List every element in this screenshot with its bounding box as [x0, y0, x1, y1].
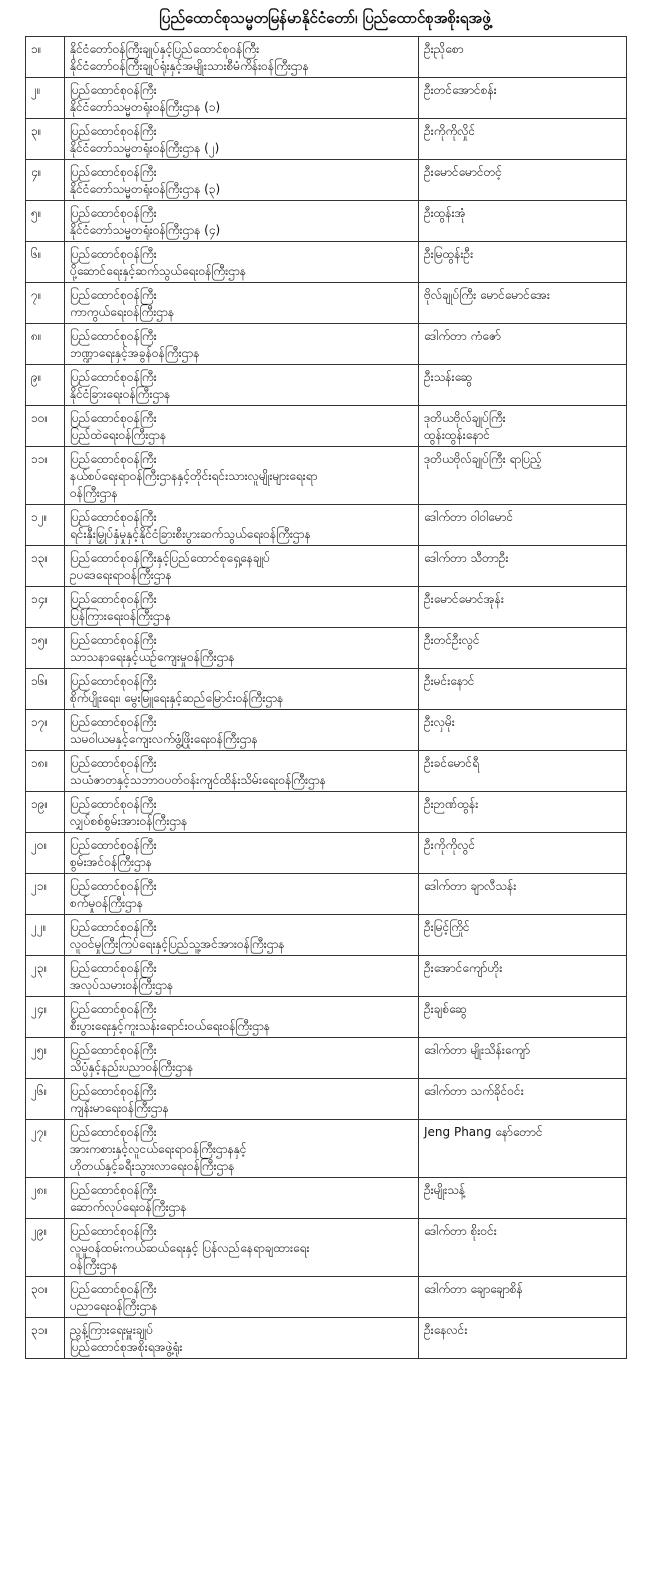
position-cell — [65, 874, 419, 915]
minister-name-cell — [419, 628, 627, 669]
minister-name-cell — [419, 365, 627, 406]
minister-name: ဦးကိုကိုလွင် — [424, 838, 476, 852]
row-number: ၁၉။ — [26, 792, 65, 833]
position-line: ပြည်ထောင်စုဝန်ကြီး — [70, 633, 157, 647]
row-number: ၁၂။ — [26, 505, 65, 546]
table-row — [26, 201, 627, 242]
position-line: စိုက်ပျိုးရေး၊ မွေးမြူရေးနှင့်ဆည်မြောင်းဝန်ကြီးဌာန — [70, 691, 284, 705]
minister-name-cell — [419, 324, 627, 365]
minister-name: ဦးသန်းဆွေ — [424, 370, 473, 384]
position-cell — [65, 242, 419, 283]
minister-name-cell — [419, 1277, 627, 1318]
row-number: ၇။ — [26, 283, 65, 324]
position-line: အလုပ်သမားဝန်ကြီးဌာန — [70, 978, 174, 992]
table-row — [26, 1120, 627, 1178]
row-number: ၁။ — [26, 37, 65, 78]
position-line: ပညာရေးဝန်ကြီးဌာန — [70, 1299, 158, 1313]
position-line: နိုင်ငံတော်ဝန်ကြီးချုပ်နှင့်ပြည်ထောင်စုဝန်ကြီး — [70, 42, 260, 56]
position-cell — [65, 915, 419, 956]
position-line: ပြန်ကြားရေးဝန်ကြီးဌာန — [70, 609, 171, 623]
table-row — [26, 628, 627, 669]
position-cell — [65, 710, 419, 751]
position-line: ပြည်ထောင်စုဝန်ကြီး — [70, 329, 157, 343]
minister-name-cell — [419, 447, 627, 505]
row-number: ၂၉။ — [26, 1219, 65, 1277]
position-cell — [65, 324, 419, 365]
table-row — [26, 710, 627, 751]
row-number: ၉။ — [26, 365, 65, 406]
table-row — [26, 406, 627, 447]
position-cell — [65, 1079, 419, 1120]
position-line: ပြည်ထောင်စုဝန်ကြီး — [70, 510, 157, 524]
position-cell — [65, 447, 419, 505]
cabinet-table — [25, 36, 627, 1359]
minister-name: ဒေါက်တာ ကံဇော် — [424, 329, 501, 343]
position-cell — [65, 669, 419, 710]
table-row — [26, 283, 627, 324]
position-cell — [65, 37, 419, 78]
position-line: ပြည်ထောင်စုဝန်ကြီး — [70, 247, 157, 261]
table-row — [26, 587, 627, 628]
position-cell — [65, 1038, 419, 1079]
minister-name-cell — [419, 915, 627, 956]
row-number: ၂။ — [26, 78, 65, 119]
position-line: နယ်စပ်ရေးရာဝန်ကြီးဌာနနှင့်တိုင်းရင်းသားလူမျိုးများရေးရာ — [70, 469, 318, 483]
position-line: နိုင်ငံတော်သမ္မတရုံးဝန်ကြီးဌာန (၂) — [70, 141, 220, 155]
row-number: ၅။ — [26, 201, 65, 242]
minister-name: ဦးမင်းနောင် — [424, 674, 475, 688]
position-cell — [65, 997, 419, 1038]
table-row — [26, 833, 627, 874]
minister-name: ဒေါက်တာ သီတာဦး — [424, 551, 509, 565]
minister-name-cell — [419, 1038, 627, 1079]
minister-name: ဦးဉာဏ်ထွန်း — [424, 797, 479, 811]
row-number: ၂၀။ — [26, 833, 65, 874]
position-line: ပြည်ထောင်စုဝန်ကြီး — [70, 592, 157, 606]
position-line: ပြည်ထောင်စုဝန်ကြီး — [70, 411, 157, 425]
table-row — [26, 1079, 627, 1120]
position-cell — [65, 546, 419, 587]
minister-name-cell — [419, 792, 627, 833]
minister-name: ဦးချစ်ဆွေ — [424, 1002, 467, 1016]
position-cell — [65, 956, 419, 997]
minister-name-cell — [419, 833, 627, 874]
position-cell — [65, 833, 419, 874]
position-line: ပြည်ထောင်စုဝန်ကြီး — [70, 452, 157, 466]
minister-name-cell — [419, 283, 627, 324]
table-row — [26, 242, 627, 283]
table-row — [26, 956, 627, 997]
row-number: ၈။ — [26, 324, 65, 365]
table-row — [26, 324, 627, 365]
minister-name: ဒေါက်တာ ချောချောစိန် — [424, 1282, 523, 1296]
position-cell — [65, 406, 419, 447]
position-line: ပို့ဆောင်ရေးနှင့်ဆက်သွယ်ရေးဝန်ကြီးဌာန — [70, 264, 246, 278]
minister-name-cell — [419, 119, 627, 160]
position-line: ပြည်ထောင်စုဝန်ကြီး — [70, 1002, 157, 1016]
position-line: ပြည်ထောင်စုဝန်ကြီး — [70, 797, 157, 811]
minister-name-cell — [419, 669, 627, 710]
row-number: ၂၆။ — [26, 1079, 65, 1120]
position-line: ဝန်ကြီးဌာန — [70, 486, 118, 500]
position-cell — [65, 283, 419, 324]
minister-name-cell — [419, 751, 627, 792]
row-number: ၁၇။ — [26, 710, 65, 751]
row-number: ၄။ — [26, 160, 65, 201]
minister-name: ဦးမြင့်ကြိုင် — [424, 920, 470, 934]
table-row — [26, 915, 627, 956]
position-line: ဆောက်လုပ်ရေးဝန်ကြီးဌာန — [70, 1200, 187, 1214]
minister-name: Jeng Phang နော်တောင် — [424, 1125, 543, 1139]
table-row — [26, 669, 627, 710]
minister-name: ဦးကိုကိုလှိုင် — [424, 124, 476, 138]
table-row — [26, 1178, 627, 1219]
position-line: ပြည်ထောင်စုဝန်ကြီးနှင့်ပြည်ထောင်စုရှေ့နေချုပ် — [70, 551, 271, 565]
minister-name-cell — [419, 242, 627, 283]
table-row — [26, 505, 627, 546]
position-cell — [65, 1120, 419, 1178]
row-number: ၃၀။ — [26, 1277, 65, 1318]
table-row — [26, 447, 627, 505]
position-line: ပြည်ထောင်စုဝန်ကြီး — [70, 961, 157, 975]
table-row — [26, 365, 627, 406]
row-number: ၁၃။ — [26, 546, 65, 587]
minister-name-cell — [419, 201, 627, 242]
position-line: ပြည်ထောင်စုဝန်ကြီး — [70, 1282, 157, 1296]
position-line: ပြည်ထောင်စုဝန်ကြီး — [70, 1125, 157, 1139]
position-cell — [65, 1277, 419, 1318]
position-line: သမဝါယမနှင့်ကျေးလက်ဖွံ့ဖြိုးရေးဝန်ကြီးဌာန — [70, 732, 258, 746]
position-line: ပြည်ထောင်စုဝန်ကြီး — [70, 165, 157, 179]
row-number: ၁၄။ — [26, 587, 65, 628]
position-cell — [65, 365, 419, 406]
table-row — [26, 160, 627, 201]
position-line: ကာကွယ်ရေးဝန်ကြီးဌာန — [70, 305, 175, 319]
position-cell — [65, 792, 419, 833]
minister-name-cell — [419, 874, 627, 915]
minister-name-cell — [419, 37, 627, 78]
position-line: နိုင်ငံတော်သမ္မတရုံးဝန်ကြီးဌာန (၁) — [70, 100, 221, 114]
position-cell — [65, 1318, 419, 1359]
minister-name: ဗိုလ်ချုပ်ကြီး မောင်မောင်အေး — [424, 288, 550, 302]
position-line: နိုင်ငံတော်ဝန်ကြီးချုပ်ရုံးနှင့်အမျိုးသားစီမံကိန်းဝန်ကြီးဌာန — [70, 59, 309, 73]
position-line: လျှပ်စစ်စွမ်းအားဝန်ကြီးဌာန — [70, 814, 188, 828]
position-line: ပြည်ထောင်စုဝန်ကြီး — [70, 674, 157, 688]
position-line: နိုင်ငံခြားရေးဝန်ကြီးဌာန — [70, 387, 171, 401]
row-number: ၂၁။ — [26, 874, 65, 915]
table-row — [26, 874, 627, 915]
minister-name: ဒေါက်တာ ဝါဝါမောင် — [424, 510, 514, 524]
position-line: လူမှုဝန်ထမ်းကယ်ဆယ်ရေးနှင့် ပြန်လည်နေရာချထားရေး — [70, 1241, 310, 1255]
row-number: ၂၈။ — [26, 1178, 65, 1219]
position-line: ပြည်ထောင်စုဝန်ကြီး — [70, 288, 157, 302]
position-line: ပြည်ထောင်စုဝန်ကြီး — [70, 715, 157, 729]
position-cell — [65, 505, 419, 546]
row-number: ၃။ — [26, 119, 65, 160]
position-cell — [65, 587, 419, 628]
table-row — [26, 1038, 627, 1079]
row-number: ၃၁။ — [26, 1318, 65, 1359]
position-line: ပြည်ထောင်စုဝန်ကြီး — [70, 920, 157, 934]
table-row — [26, 751, 627, 792]
row-number: ၁၁။ — [26, 447, 65, 505]
position-line: သယံဇာတနှင့်သဘာဝပတ်ဝန်းကျင်ထိန်းသိမ်းရေးဝန်ကြီးဌာန — [70, 773, 326, 787]
position-line: ပြည်ထောင်စုဝန်ကြီး — [70, 838, 157, 852]
position-line: ဟိုတယ်နှင့်ခရီးသွားလာရေးဝန်ကြီးဌာန — [70, 1159, 235, 1173]
row-number: ၁၀။ — [26, 406, 65, 447]
table-row — [26, 997, 627, 1038]
table-row — [26, 37, 627, 78]
minister-name-cell — [419, 710, 627, 751]
row-number: ၂၄။ — [26, 997, 65, 1038]
position-line: ညွန့်ကြားရေးမှူးချုပ် — [70, 1323, 154, 1337]
position-line: သာသနာရေးနှင့်ယဉ်ကျေးမှုဝန်ကြီးဌာန — [70, 650, 235, 664]
table-row — [26, 792, 627, 833]
position-line: စီးပွားရေးနှင့်ကူးသန်းရောင်းဝယ်ရေးဝန်ကြီးဌာန — [70, 1019, 271, 1033]
position-line: ဥပဒေရေးရာဝန်ကြီးဌာန — [70, 568, 172, 582]
table-row — [26, 1219, 627, 1277]
minister-name: ဦးလှမိုး — [424, 715, 455, 729]
row-number: ၁၅။ — [26, 628, 65, 669]
table-row — [26, 78, 627, 119]
position-line: ပြည်ထဲရေးဝန်ကြီးဌာန — [70, 428, 167, 442]
minister-name: ဒေါက်တာ စိုးဝင်း — [424, 1224, 497, 1238]
minister-name: ထွန်းထွန်းနောင် — [424, 428, 491, 442]
table-row — [26, 119, 627, 160]
minister-name-cell — [419, 505, 627, 546]
position-cell — [65, 78, 419, 119]
minister-name: ဦးမောင်မောင်အုန်း — [424, 592, 504, 606]
minister-name: ဦးညိုစော — [424, 42, 464, 56]
position-cell — [65, 751, 419, 792]
minister-name-cell — [419, 1318, 627, 1359]
position-line: ပြည်ထောင်စုဝန်ကြီး — [70, 1084, 157, 1098]
minister-name: ဦးမြထွန်းဦး — [424, 247, 474, 261]
position-cell — [65, 119, 419, 160]
position-line: ပြည်ထောင်စုဝန်ကြီး — [70, 1043, 157, 1057]
row-number: ၂၅။ — [26, 1038, 65, 1079]
position-line: ပြည်ထောင်စုဝန်ကြီး — [70, 124, 157, 138]
minister-name: ဒုတိယဗိုလ်ချုပ်ကြီး — [424, 411, 506, 425]
position-line: ကျန်းမာရေးဝန်ကြီးဌာန — [70, 1101, 169, 1115]
position-line: ပြည်ထောင်စုဝန်ကြီး — [70, 1224, 157, 1238]
table-row — [26, 1318, 627, 1359]
minister-name-cell — [419, 587, 627, 628]
position-line: ပြည်ထောင်စုဝန်ကြီး — [70, 370, 157, 384]
row-number: ၁၆။ — [26, 669, 65, 710]
row-number: ၂၇။ — [26, 1120, 65, 1178]
minister-name-cell — [419, 1120, 627, 1178]
position-line: ပြည်ထောင်စုဝန်ကြီး — [70, 206, 157, 220]
minister-name: ဦးမောင်မောင်တင့် — [424, 165, 502, 179]
minister-name: ဦးမျိုးသန့် — [424, 1183, 466, 1197]
row-number: ၆။ — [26, 242, 65, 283]
minister-name-cell — [419, 160, 627, 201]
position-line: စွမ်းအင်ဝန်ကြီးဌာန — [70, 855, 152, 869]
cabinet-table-body — [26, 37, 627, 1359]
minister-name-cell — [419, 1079, 627, 1120]
minister-name: ဒုတိယဗိုလ်ချုပ်ကြီး ရာပြည့် — [424, 452, 542, 466]
row-number: ၂၃။ — [26, 956, 65, 997]
table-row — [26, 546, 627, 587]
minister-name: ဒေါက်တာ ချာလီသန်း — [424, 879, 517, 893]
position-cell — [65, 201, 419, 242]
position-line: လူဝင်မှုကြီးကြပ်ရေးနှင့်ပြည်သူ့အင်အားဝန်ကြီးဌာန — [70, 937, 285, 951]
table-row — [26, 1277, 627, 1318]
minister-name: ဦးတင်အောင်စန်း — [424, 83, 497, 97]
position-line: နိုင်ငံတော်သမ္မတရုံးဝန်ကြီးဌာန (၃) — [70, 182, 221, 196]
position-cell — [65, 628, 419, 669]
position-line: ပြည်ထောင်စုအစိုးရအဖွဲ့ရုံး — [70, 1340, 183, 1354]
minister-name: ဦးအောင်ကျော်ဟိုး — [424, 961, 503, 975]
position-line: ပြည်ထောင်စုဝန်ကြီး — [70, 1183, 157, 1197]
row-number: ၂၂။ — [26, 915, 65, 956]
minister-name: ဦးတင်ဦးလွင် — [424, 633, 480, 647]
document-title: ပြည်ထောင်စုသမ္မတမြန်မာနိုင်ငံတော်၊ ပြည်ထောင်စုအစိုးရအဖွဲ့ — [159, 9, 491, 27]
minister-name: ဦးနေလင်း — [424, 1323, 468, 1337]
position-line: နိုင်ငံတော်သမ္မတရုံးဝန်ကြီးဌာန (၄) — [70, 223, 221, 237]
position-line: ပြည်ထောင်စုဝန်ကြီး — [70, 879, 157, 893]
minister-name-cell — [419, 78, 627, 119]
minister-name-cell — [419, 546, 627, 587]
row-number: ၁၈။ — [26, 751, 65, 792]
minister-name: ဦးထွန်းအုံ — [424, 206, 466, 220]
minister-name-cell — [419, 1219, 627, 1277]
position-cell — [65, 1178, 419, 1219]
position-line: ရင်းနှီးမြှုပ်နှံမှုနှင့်နိုင်ငံခြားစီးပွားဆက်သွယ်ရေးဝန်ကြီးဌာန — [70, 527, 311, 541]
position-line: စက်မှုဝန်ကြီးဌာန — [70, 896, 143, 910]
minister-name-cell — [419, 997, 627, 1038]
position-cell — [65, 1219, 419, 1277]
position-line: ပြည်ထောင်စုဝန်ကြီး — [70, 83, 157, 97]
minister-name-cell — [419, 1178, 627, 1219]
minister-name: ဦးခင်မောင်ရီ — [424, 756, 479, 770]
minister-name-cell — [419, 406, 627, 447]
position-line: သိပ္ပံနှင့်နည်းပညာဝန်ကြီးဌာန — [70, 1060, 194, 1074]
minister-name: ဒေါက်တာ သက်ခိုင်ဝင်း — [424, 1084, 524, 1098]
position-line: ဝန်ကြီးဌာန — [70, 1258, 118, 1272]
minister-name-cell — [419, 956, 627, 997]
minister-name: ဒေါက်တာ မျိုးသိန်းကျော် — [424, 1043, 531, 1057]
position-cell — [65, 160, 419, 201]
position-line: ပြည်ထောင်စုဝန်ကြီး — [70, 756, 157, 770]
position-line: ဘဏ္ဍာရေးနှင့်အခွန်ဝန်ကြီးဌာန — [70, 346, 200, 360]
position-line: အားကစားနှင့်လူငယ်ရေးရာဝန်ကြီးဌာနနှင့် — [70, 1142, 247, 1156]
